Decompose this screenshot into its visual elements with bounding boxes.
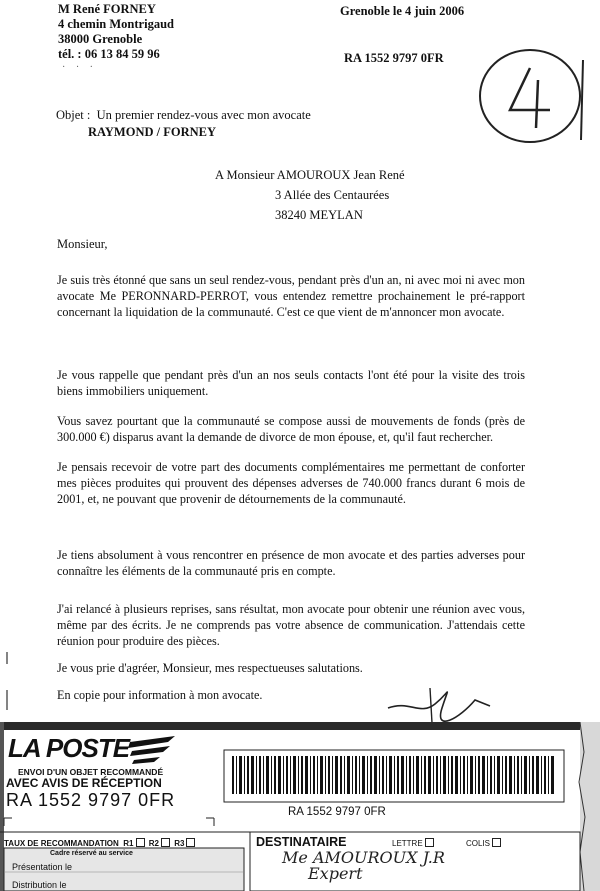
checkbox-r1[interactable]	[136, 838, 145, 847]
taux-r1: R1	[123, 839, 134, 848]
recipient-street: 3 Allée des Centaurées	[275, 188, 390, 202]
paragraph-4: Je pensais recevoir de votre part des documents complémentaires me permettant de conforter mes pièces produites qui prouvent des dépenses adverses de 740.000 francs durant 6 mois de 2001, et, ne pouvant que provenir de détournements de la communauté.	[57, 460, 525, 506]
sender-street: 4 chemin Montrigaud	[58, 17, 174, 31]
paragraph-5: Je tiens absolument à vous rencontrer en présence de mon avocate et des parties adverses pour connaître les éléments de la communauté pris en compte.	[57, 548, 525, 578]
greeting: Monsieur,	[57, 237, 108, 251]
paragraph-8: En copie pour information à mon avocate.	[57, 688, 263, 702]
decorative-dots: · · ·	[62, 62, 97, 73]
sender-block	[58, 2, 174, 62]
taux-label: TAUX DE RECOMMANDATION	[4, 839, 119, 848]
taux-r2: R2	[148, 839, 159, 848]
barcode-number: RA 1552 9797 0FR	[288, 806, 386, 818]
signature	[380, 678, 500, 728]
la-poste-logo: LA POSTE	[8, 733, 130, 763]
page-number-text: 4	[530, 106, 531, 107]
paragraph-7: Je vous prie d'agréer, Monsieur, mes respectueuses salutations.	[57, 661, 363, 675]
slip-tracking-number: RA 1552 9797 0FR	[6, 790, 176, 810]
slip-envoi-label: ENVOI D'UN OBJET RECOMMANDÉ	[18, 767, 164, 777]
colis-option	[466, 838, 503, 848]
subject-label: Objet :	[56, 108, 91, 122]
sender-phone: tél. : 06 13 84 59 96	[58, 47, 160, 61]
checkbox-colis[interactable]	[492, 838, 501, 847]
letter-reference: RA 1552 9797 0FR	[344, 51, 444, 65]
colis-label: COLIS	[466, 839, 491, 848]
recipient-city: 38240 MEYLAN	[275, 208, 363, 222]
checkbox-lettre[interactable]	[425, 838, 434, 847]
lettre-label: LETTRE	[392, 839, 423, 848]
margin-marks	[2, 650, 12, 720]
subject-parties: RAYMOND / FORNEY	[88, 125, 217, 139]
slip-avis-label: AVEC AVIS DE RÉCEPTION	[6, 776, 162, 790]
handwritten-recipient: Me AMOUROUX J.R	[282, 848, 445, 867]
paragraph-2: Je vous rappelle que pendant près d'un an nos seuls contacts l'ont été pour la visite des trois biens immobiliers uniquement.	[57, 368, 525, 398]
destinataire-label: DESTINATAIRE	[256, 835, 347, 849]
recipient-name: A Monsieur AMOUROUX Jean René	[215, 168, 405, 182]
subject-line	[56, 108, 311, 123]
circled-page-number	[470, 40, 595, 150]
distribution-field: Distribution le	[12, 880, 67, 890]
checkbox-r2[interactable]	[161, 838, 170, 847]
cadre-reserve: Cadre réservé au service	[50, 850, 133, 857]
paragraph-6: J'ai relancé à plusieurs reprises, sans résultat, mon avocate pour obtenir une réunion avec vous, même par des écrits. Je ne comprends pas votre absence de communication. J'attendais cette réunion pour produire des pièces.	[57, 602, 525, 648]
recipient-block	[215, 165, 405, 225]
subject-text: Un premier rendez-vous avec mon avocate	[96, 108, 311, 122]
checkbox-r3[interactable]	[186, 838, 195, 847]
letter-date: Grenoble le 4 juin 2006	[340, 4, 465, 18]
sender-city: 38000 Grenoble	[58, 32, 143, 46]
presentation-field: Présentation le	[12, 862, 73, 872]
barcode	[232, 756, 554, 794]
taux-r3: R3	[174, 839, 185, 848]
paragraph-1: Je suis très étonné que sans un seul rendez-vous, pendant près d'un an, ni avec moi ni avec mon avocate Me PERONNARD-PERROT, vous entendez remettre prochainement le pré-rapport concernant la liquidation de la communauté. C'est ce que vient de m'annoncer mon avocate.	[57, 273, 525, 319]
lettre-option	[392, 838, 436, 848]
taux-recommandation	[4, 838, 197, 848]
sender-name: M René FORNEY	[58, 2, 156, 16]
handwritten-recipient-title: Expert	[308, 864, 363, 883]
paragraph-3: Vous savez pourtant que la communauté se compose aussi de mouvements de fonds (près de 300.000 €) disparus avant la demande de divorce de mon épouse, et, qu'il faut rechercher.	[57, 414, 525, 444]
